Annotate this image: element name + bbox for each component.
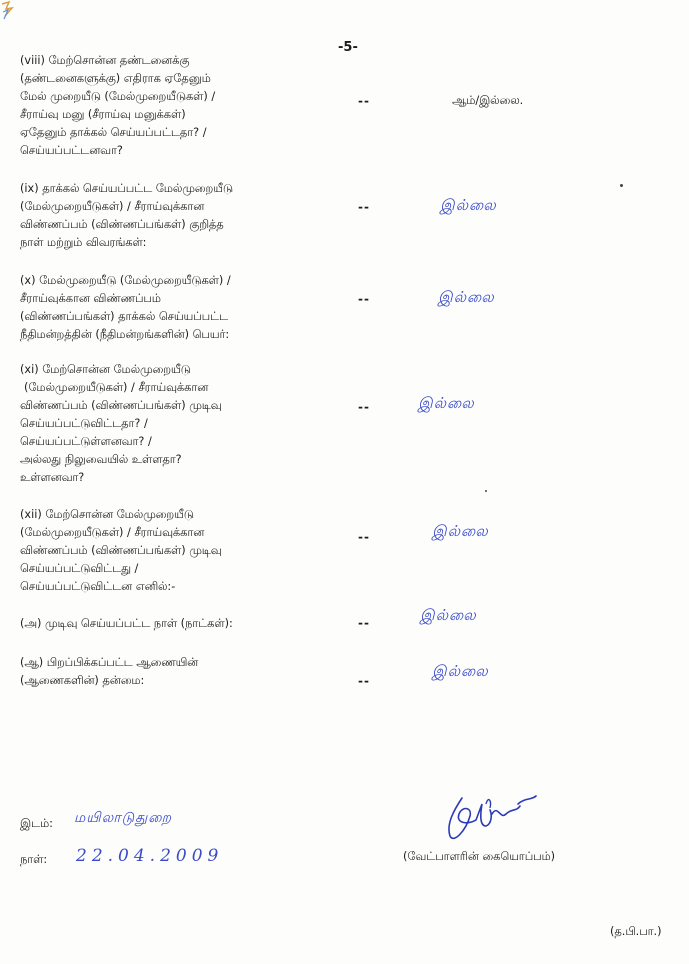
question-xi: (xi) மேற்சொன்ன மேல்முறையீடு (மேல்முறையீடுகள்) / சீராய்வுக்கான விண்ணப்பம் (விண்ணப்பங்கள்) முடிவு செய்யப்பட்டுவிட்டதா? / செய்யப்பட்டுள்ளனவா? / அல்லது நிலுவையில் உள்ளதா? உள்ளனவா? (20, 363, 222, 484)
question-x: (x) மேல்முறையீடு (மேல்முறையீடுகள்) / சீராய்வுக்கான விண்ணப்பம் (விண்ணப்பங்கள்) தாக்கல் செய்யப்பட்ட நீதிமன்றத்தின் (நீதிமன்றங்களின்) பெயர்: (20, 274, 231, 341)
dash-viii: -- (358, 94, 370, 108)
date-label: நாள்: (20, 853, 48, 866)
question-a: (அ) முடிவு செய்யப்பட்ட நாள் (நாட்கள்): (20, 617, 233, 630)
dash-xii: -- (358, 530, 370, 544)
question-aa: (ஆ) பிறப்பிக்கப்பட்ட ஆணையின் (ஆணைகளின்) தன்மை: (20, 656, 199, 687)
question-xii: (xii) மேற்சொன்ன மேல்முறையீடு (மேல்முறையீடுகள்) / சீராய்வுக்கான விண்ணப்பம் (விண்ணப்பங்கள்) முடிவு செய்யப்பட்டுவிட்டது / செய்யப்பட்டுவிட்டன எனில்:- (20, 508, 222, 593)
corner-fold-icon (0, 0, 18, 24)
place-label: இடம்: (20, 817, 53, 830)
signature-caption: (வேட்பாளரின் கையொப்பம்) (403, 850, 556, 863)
date-value-handwritten: 22.04.2009 (76, 846, 224, 866)
dash-a: -- (358, 616, 370, 630)
answer-xii-handwritten: இல்லை (432, 522, 489, 540)
answer-xi-handwritten: இல்லை (418, 394, 475, 412)
dash-ix: -- (358, 200, 370, 214)
answer-x-handwritten: இல்லை (438, 288, 495, 306)
answer-a-handwritten: இல்லை (420, 606, 477, 624)
scan-speck (620, 184, 623, 187)
answer-ix-handwritten: இல்லை (440, 196, 497, 214)
question-ix: (ix) தாக்கல் செய்யப்பட்ட மேல்முறையீடு (மேல்முறையீடுகள்) / சீராய்வுக்கான விண்ணப்பம் (விண்ணப்பங்கள்) குறித்த நாள் மற்றும் விவரங்கள்: (20, 182, 233, 249)
dash-aa: -- (358, 674, 370, 688)
page-number: -5- (338, 40, 358, 55)
candidate-signature (436, 790, 546, 850)
form-code: (த.பி.பா.) (610, 925, 662, 938)
answer-aa-handwritten: இல்லை (432, 662, 489, 680)
answer-viii: ஆம்/இல்லை. (452, 94, 524, 107)
scan-speck (485, 490, 487, 492)
dash-xi: -- (358, 400, 370, 414)
place-value-handwritten: மயிலாடுதுறை (74, 810, 172, 826)
question-viii: (viii) மேற்சொன்ன தண்டனைக்கு (தண்டனைகளுக்கு) எதிராக ஏதேனும் மேல் முறையீடு (மேல்முறையீடுகள்) / சீராய்வு மனு (சீராய்வு மனுக்கள்) ஏதேனும் தாக்கல் செய்யப்பட்டதா? / செய்யப்பட்டனவா? (20, 54, 216, 157)
dash-x: -- (358, 292, 370, 306)
